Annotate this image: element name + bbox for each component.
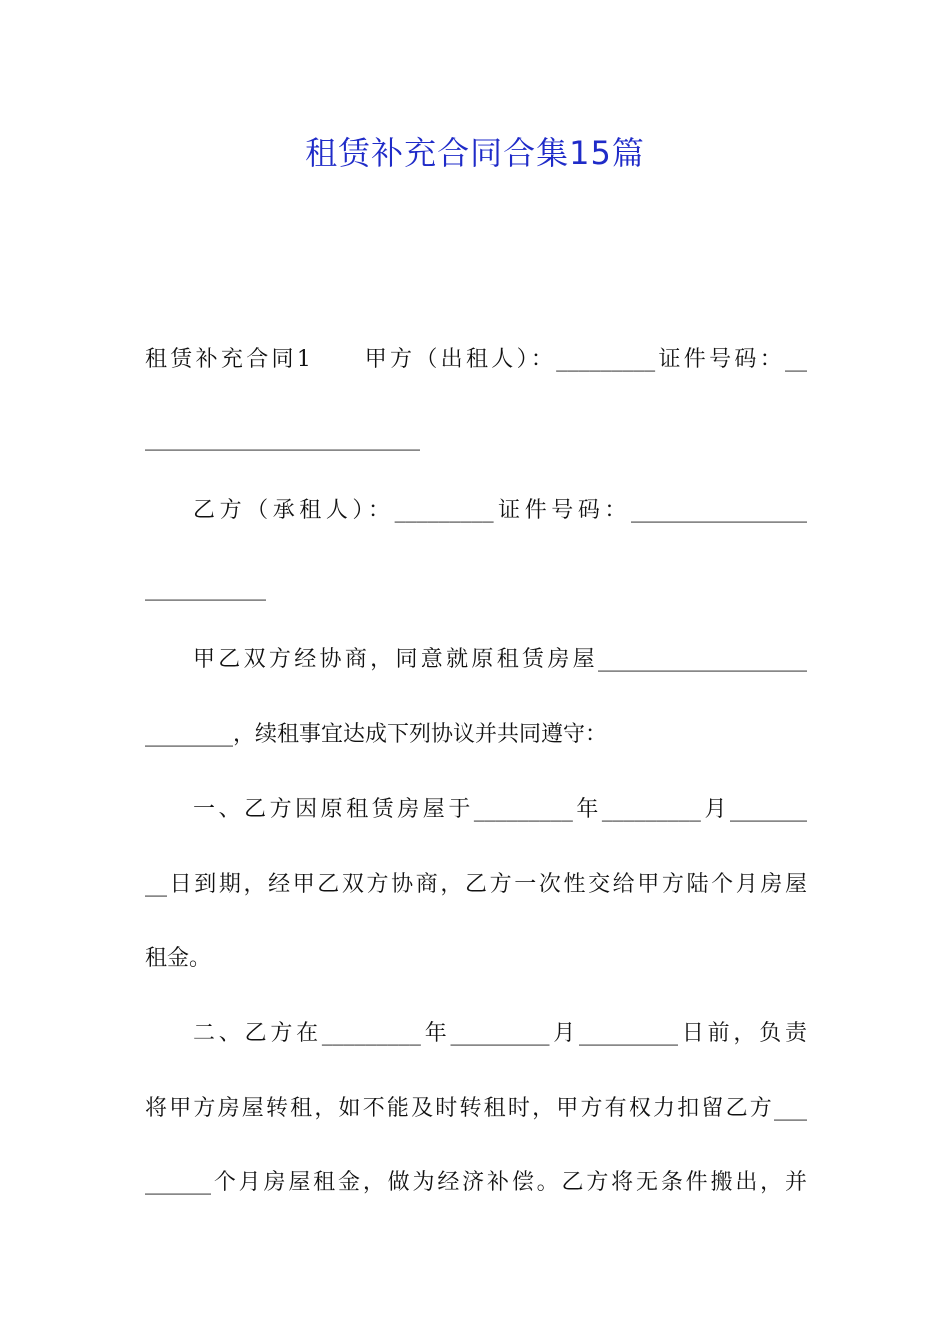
contract-line-3: 乙方（承租人）：_________证件号码：________________: [193, 498, 807, 523]
contract-line-7: 一、乙方因原租赁房屋于_________年_________月_______: [193, 797, 807, 822]
contract-line-2: _________________________: [145, 426, 420, 451]
contract-line-5: 甲乙双方经协商，同意就原租赁房屋___________________: [193, 647, 807, 672]
contract-line-12: ______个月房屋租金，做为经济补偿。乙方将无条件搬出，并: [145, 1170, 807, 1195]
document-title: 租赁补充合同合集15篇: [305, 134, 645, 172]
contract-line-4: ___________: [145, 576, 266, 601]
contract-line-1: 租赁补充合同1 甲方（出租人）：_________证件号码：__: [145, 347, 807, 372]
contract-line-9: 租金。: [145, 946, 212, 971]
contract-line-10: 二、乙方在_________年_________月_________日前，负责: [193, 1021, 807, 1046]
contract-line-6: ________，续租事宜达成下列协议并共同遵守：: [145, 722, 608, 747]
contract-line-8: __日到期，经甲乙双方协商，乙方一次性交给甲方陆个月房屋: [145, 872, 807, 897]
contract-line-11: 将甲方房屋转租，如不能及时转租时，甲方有权力扣留乙方___: [145, 1096, 807, 1121]
